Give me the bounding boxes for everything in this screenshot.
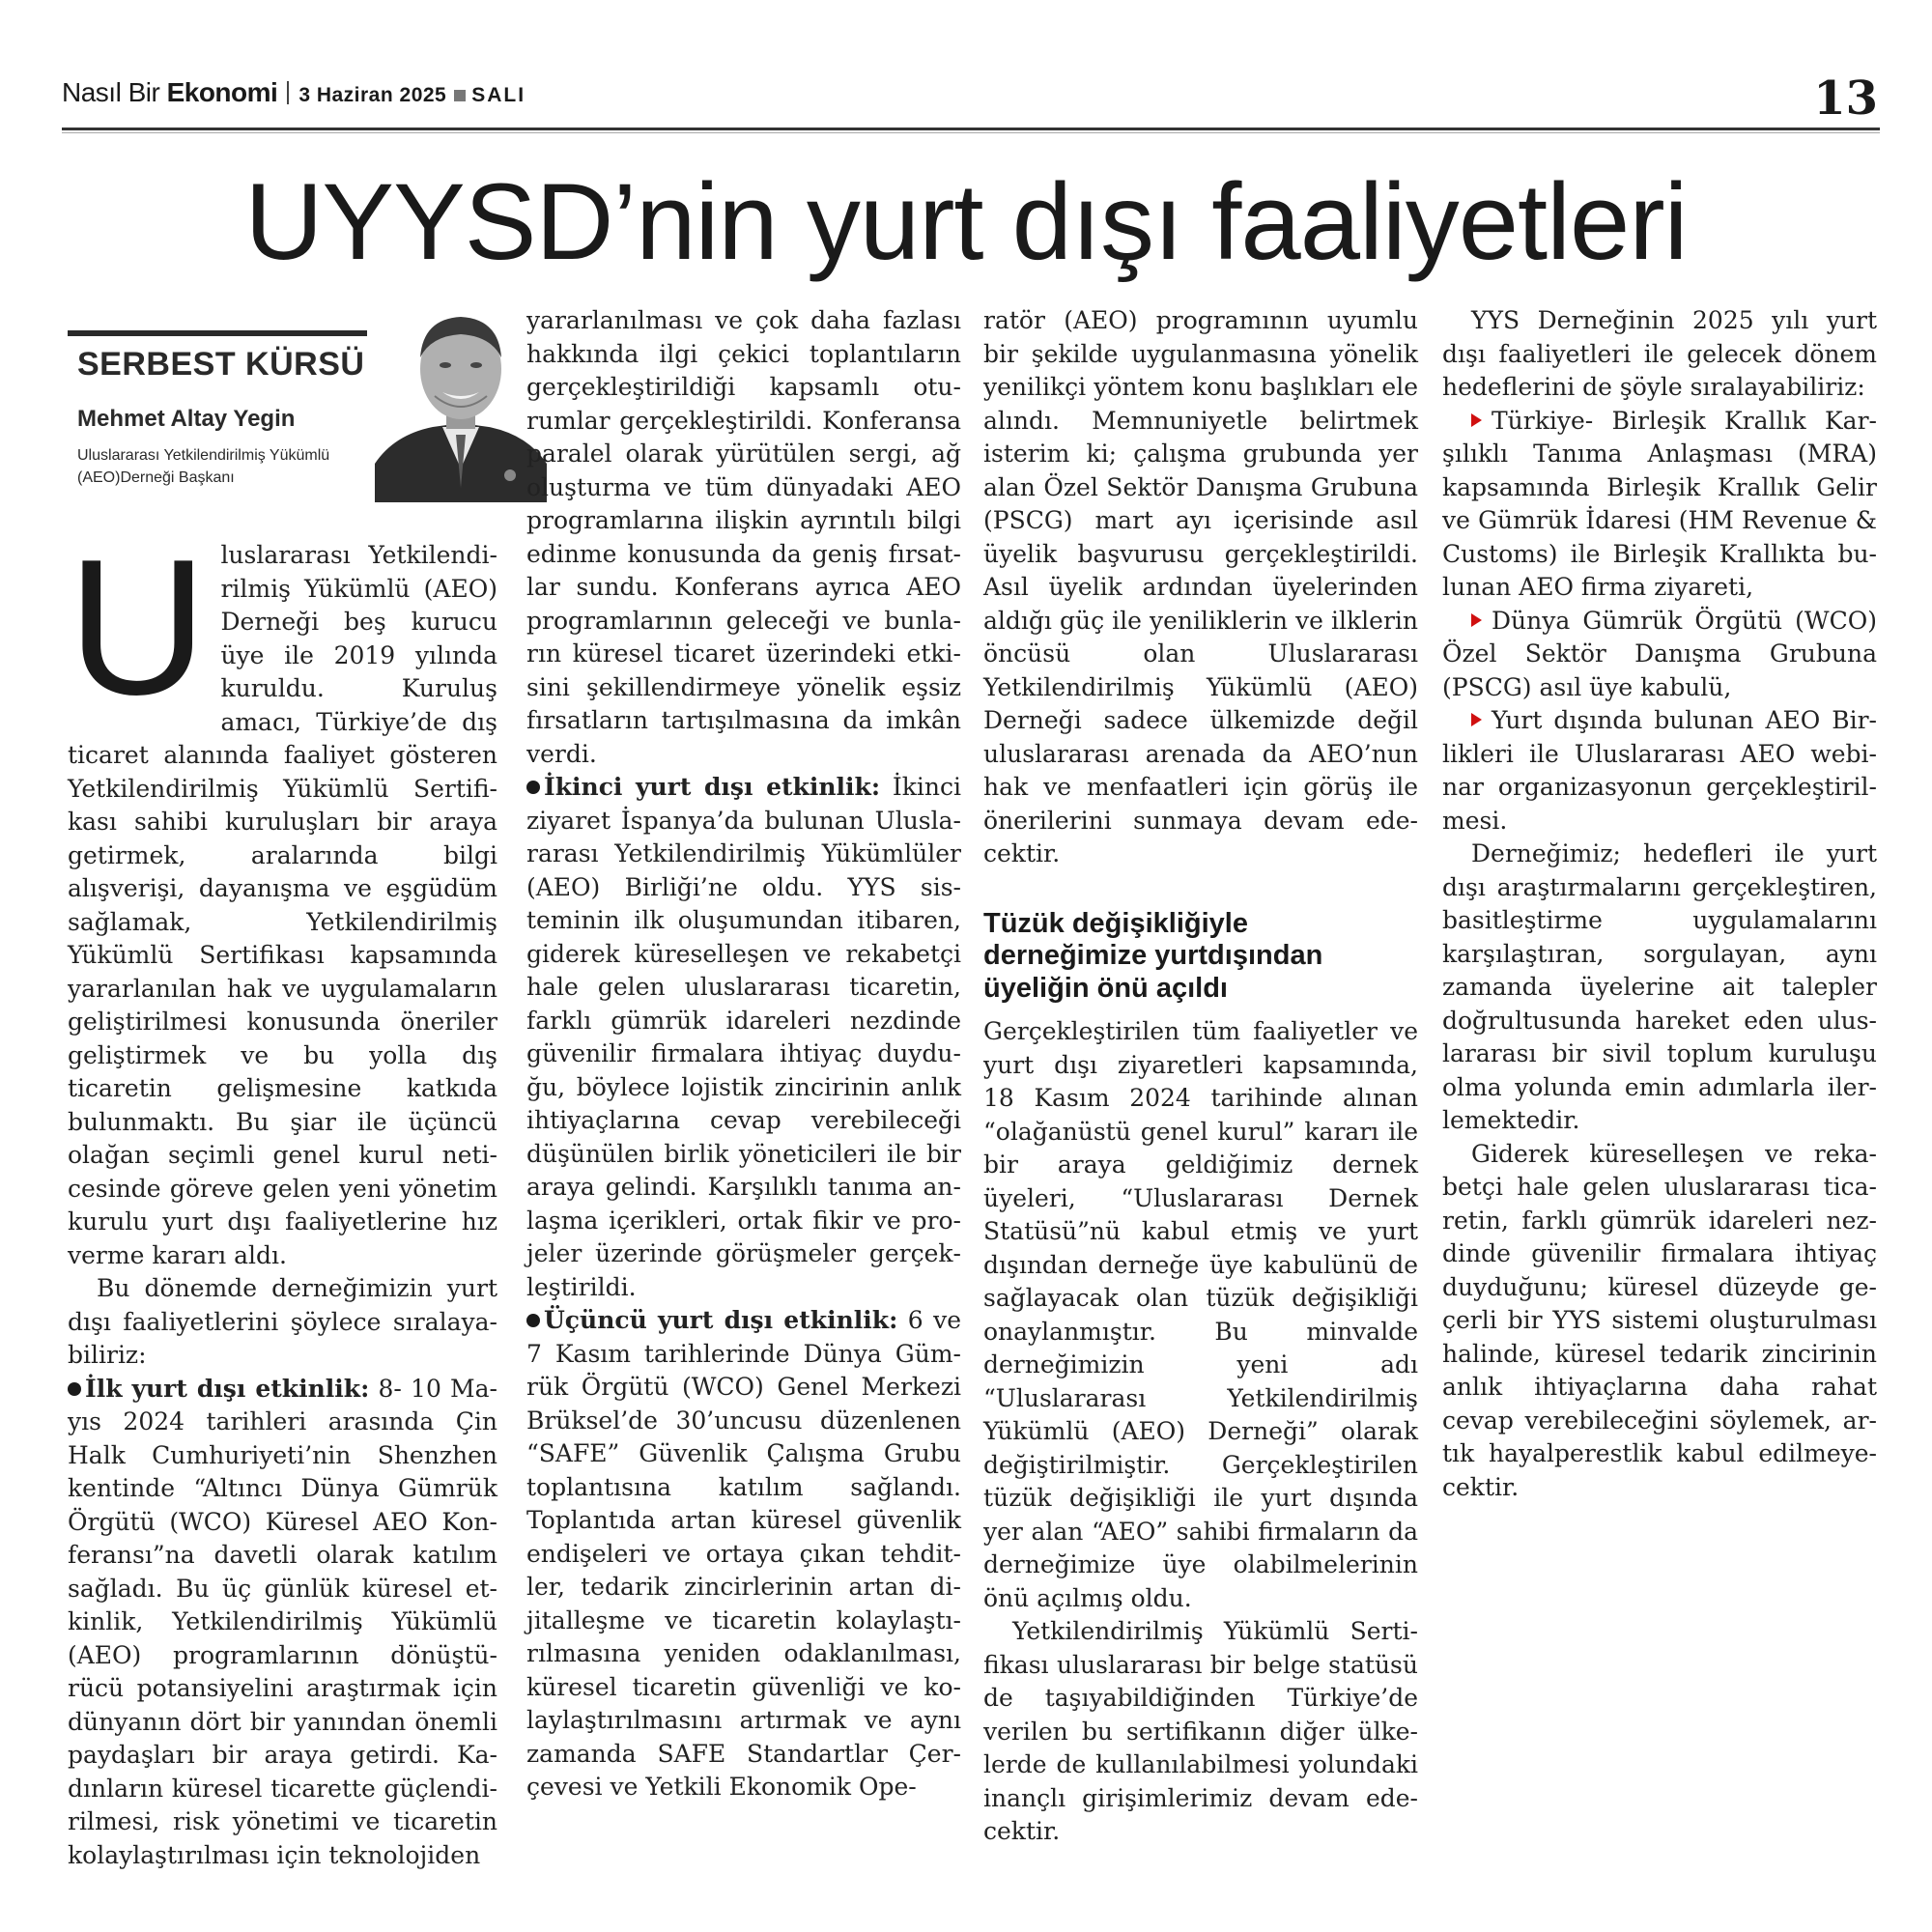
- list-item: [1442, 405, 1877, 605]
- column-section-tag: SERBEST KÜRSÜ: [77, 346, 365, 383]
- intro-paragraph: [68, 520, 497, 1272]
- article-column-4: [1442, 304, 1877, 1504]
- page-number: 13: [1813, 71, 1878, 126]
- article-column-3: [983, 304, 1418, 1849]
- paragraph: YYS Derneğinin 2025 yılı yurt dışı faaliyetleri ile gelecek dönem hedeflerini de şöyle sıralayabiliriz:: [1442, 306, 1877, 401]
- bullet-heading: İlk yurt dışı etkinlik:: [85, 1374, 370, 1403]
- bullet-heading: İkinci yurt dışı etkinlik:: [544, 773, 881, 801]
- bullet-paragraph: [526, 1304, 961, 1804]
- paragraph: Giderek küreselleşen ve rekabetçi hale gelen uluslararası ticaretin, farklı gümrük idareleri nezdinde güvenilir firmalara ihtiyaç duyduğunu; küresel düzeyde geçerli bir YYS sistemi oluşturulması halinde, küresel tedarik zincirinin anlık ihtiyaçlarına daha rahat cevap verebileceğini söylemek, artık hayalperestlik kabul edilmeyecektir.: [1442, 1139, 1877, 1501]
- article-column-1: [68, 520, 497, 1872]
- issue-date: 3 Haziran 2025: [298, 84, 447, 106]
- header-rule: [62, 128, 1880, 130]
- author-name: Mehmet Altay Yegin: [77, 406, 296, 432]
- square-icon: [454, 90, 466, 101]
- author-title: Uluslararası Yetkilendirilmiş Yükümlü (AEO)Derneği Başkanı: [77, 447, 330, 487]
- bullet-text: İkinci ziyaret İspanya’da bulunan Uluslararası Yetkilendirilmiş Yükümlüler (AEO) Birliği’ne oldu. YYS sisteminin ilk oluşumundan itibaren, giderek küreselleşen ve rekabetçi hale gelen uluslararası ticaretin, farklı gümrük idareleri nezdinde güvenilir firmalara ihtiyaç duyduğu, böylece lojistik zincirinin anlık ihtiyaçlarına cevap verebileceği düşünülen birlik yöneticileri ile bir araya gelindi. Karşılıklı tanıma anlaşma içerikleri, ortak fikir ve projeler üzerinde görüşmeler gerçekleştirildi.: [526, 773, 961, 1301]
- bullet-text: 6 ve 7 Kasım tarihlerinde Dünya Gümrük Örgütü (WCO) Genel Merkezi Brüksel’de 30’uncusu düzenlenen “SAFE” Güvenlik Çalışma Grubu toplantısına katılım sağlandı. Toplantıda artan küresel güvenlik endişeleri ve ortaya çıkan tehditler, tedarik zincirlerinin artan dijitalleşme ve ticaretin kolaylaştırılmasına yeniden odaklanılması, küresel ticaretin güvenliği ve kolaylaştırılmasını artırmak ve aynı zamanda SAFE Standartlar Çerçevesi ve Yetkili Ekonomik Ope-: [526, 1306, 961, 1801]
- section-subheading: Tüzük değişikliğiyle derneğimize yurtdışından üyeliğin önü açıldı: [983, 907, 1323, 1005]
- list-item-text: Yurt dışında bulunan AEO Birlikleri ile Uluslararası AEO webinar organizasyonun gerçekleştirilmesi.: [1442, 706, 1877, 835]
- article-column-2: [526, 304, 961, 1804]
- author-box: [68, 299, 483, 502]
- bullet-paragraph: [68, 1373, 497, 1873]
- paragraph: yararlanılması ve çok daha fazlası hakkında ilgi çekici toplantıların gerçekleştirildiği kapsamlı oturumlar gerçekleştirildi. Konferansa paralel olarak yürütülen sergi, ağ oluşturma ve tüm dünyadaki AEO programlarına ilişkin ayrıntılı bilgi edinme konusunda da geniş fırsatlar sundu. Konferans ayrıca AEO programlarının geleceği ve bunların küresel ticaret üzerindeki etkisini şekillendirmeye yönelik eşsiz fırsatların tartışılmasına da imkân verdi.: [526, 306, 961, 768]
- bullet-text: 8- 10 Mayıs 2024 tarihleri arasında Çin Halk Cumhuriyeti’nin Shenzhen kentinde “Altıncı Dünya Gümrük Örgütü (WCO) Küresel AEO Konferansı”na davetli olarak katılım sağladı. Bu üç günlük küresel etkinlik, Yetkilendirilmiş Yükümlü (AEO) programlarının dönüştürücü potansiyelini araştırmak için dünyanın dört bir yanından önemli paydaşları bir araya getirdi. Kadınların küresel ticarette güçlendirilmesi, risk yönetimi ve ticaretin kolaylaştırılması için teknolojiden: [68, 1374, 497, 1869]
- list-item-text: Dünya Gümrük Örgütü (WCO) Özel Sektör Danışma Grubuna (PSCG) asıl üye kabulü,: [1442, 606, 1877, 701]
- paragraph: Gerçekleştirilen tüm faaliyetler ve yurt dışı ziyaretleri kapsamında, 18 Kasım 2024 tarihinde alınan “olağanüstü genel kurul” kararı ile bir araya geldiğimiz dernek üyeleri, “Uluslararası Dernek Statüsü”nü kabul etmiş ve yurt dışından derneğe üye kabulünü de sağlayacak olan tüzük değişikliği onaylanmıştır. Bu minvalde derneğimizin yeni adı “Uluslararası Yetkilendirilmiş Yükümlü (AEO) Derneği” olarak değiştirilmiştir. Gerçekleştirilen tüzük değişikliği ile yurt dışında yer alan “AEO” sahibi firmaların da derneğimize üye olabilmelerinin önü açılmış oldu.: [983, 1017, 1418, 1612]
- publication-brand: [62, 77, 526, 108]
- brand-light: Nasıl Bir: [62, 77, 167, 107]
- bullet-dot-icon: [526, 1314, 540, 1327]
- article-headline: UYYSD’nin yurt dışı faaliyetleri: [244, 161, 1688, 282]
- bullet-dot-icon: [68, 1382, 81, 1396]
- list-item: [1442, 605, 1877, 705]
- issue-day: SALI: [471, 84, 526, 106]
- masthead: [62, 71, 1878, 126]
- bullet-dot-icon: [526, 781, 540, 794]
- drop-cap: U: [68, 520, 208, 735]
- triangle-bullet-icon: [1471, 613, 1482, 627]
- header-rule-thin: [62, 132, 1880, 133]
- triangle-bullet-icon: [1471, 713, 1482, 726]
- paragraph: ratör (AEO) programının uyumlu bir şekilde uygulanmasına yönelik yenilikçi yöntem konu başlıkları ele alındı. Memnuniyetle belirtmek isterim ki; çalışma grubunda yer alan Özel Sektör Danışma Grubuna (PSCG) mart ayı içerisinde asıl üyelik başvurusu gerçekleştirildi. Asıl üyelik ardından üyelerinden aldığı güç ile yeniliklerin ve ilklerin öncüsü olan Uluslararası Yetkilendirilmiş Yükümlü (AEO) Derneği sadece ülkemizde değil uluslararası arenada da AEO’nun hak ve menfaatleri için görüş ile önerilerini sunmaya devam edecektir.: [983, 306, 1418, 867]
- paragraph: Yetkilendirilmiş Yükümlü Sertifikası uluslararası bir belge statüsü de taşıyabildiğinden Türkiye’de verilen bu sertifikanın diğer ülkelerde de kullanılabilmesi yolundaki inançlı girişimlerimiz devam edecektir.: [983, 1617, 1418, 1846]
- triangle-bullet-icon: [1471, 413, 1482, 427]
- brand-separator: [287, 81, 289, 104]
- list-item-text: Türkiye- Birleşik Krallık Karşılıklı Tanıma Anlaşması (MRA) kapsamında Birleşik Krallık Gelir ve Gümrük İdaresi (HM Revenue & Customs) ile Birleşik Krallıkta bulunan AEO firma ziyareti,: [1442, 406, 1877, 601]
- paragraph: Derneğimiz; hedefleri ile yurt dışı araştırmalarını gerçekleştiren, basitleştirme uygulamalarını karşılaştıran, sorgulayan, aynı zamanda üyelerine ait talepler doğrultusunda hareket eden uluslararası bir sivil toplum kuruluşu olma yolunda emin adımlarla ilerlemektedir.: [1442, 839, 1877, 1134]
- bullet-paragraph: [526, 771, 961, 1304]
- author-box-rule: [68, 330, 367, 336]
- paragraph: Bu dönemde derneğimizin yurt dışı faaliyetlerini şöylece sıralayabiliriz:: [68, 1274, 497, 1369]
- bullet-heading: Üçüncü yurt dışı etkinlik:: [544, 1306, 898, 1334]
- brand-bold: Ekonomi: [166, 77, 278, 107]
- intro-text: luslararası Yetkilendirilmiş Yükümlü (AEO) Derneği beş kurucu üye ile 2019 yılında kuruldu. Kuruluş amacı, Türkiye’de dış ticaret alanında faaliyet gösteren Yetkilendirilmiş Yükümlü Sertifikası sahibi kuruluşları bir araya getirmek, aralarında bilgi alışverişi, dayanışma ve eşgüdüm sağlamak, Yetkilendirilmiş Yükümlü Sertifikası kapsamında yararlanılan hak ve uygulamaların geliştirilmesi konusunda öneriler geliştirmek ve bu yolla dış ticaretin gelişmesine katkıda bulunmaktı. Bu şiar ile üçüncü olağan seçimli genel kurul neticesinde göreve gelen yeni yönetim kurulu yurt dışı faaliyetlerine hız verme kararı aldı.: [68, 541, 497, 1269]
- list-item: [1442, 704, 1877, 838]
- author-photo: [375, 299, 547, 502]
